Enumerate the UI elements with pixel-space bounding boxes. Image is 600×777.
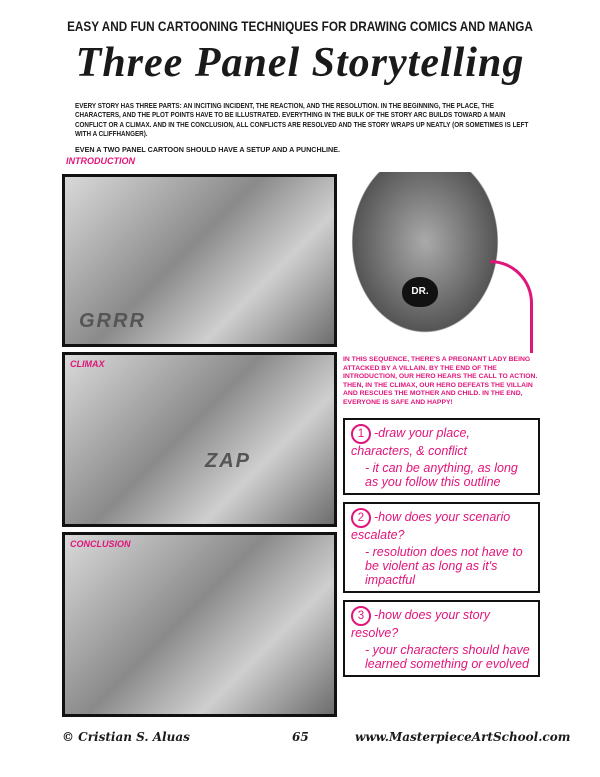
sfx-text: GRRR [79,310,146,332]
panel-introduction [62,174,337,347]
website-link: www.MasterpieceArtSchool.com [355,730,571,744]
note-line: -draw your place, characters, & conflict [351,425,470,458]
label-conclusion: CONCLUSION [70,539,131,549]
note-line: - it can be anything, as long as you follow this outline [365,460,518,489]
step-number: 2 [351,508,371,528]
notes-column [343,356,540,677]
kicker: EASY AND FUN CARTOONING TECHNIQUES FOR DRAWING COMICS AND MANGA [67,18,533,34]
step-number: 3 [351,606,371,626]
note-box-1 [343,418,540,495]
note-box-2 [343,502,540,593]
intro-paragraph: EVERY STORY HAS THREE PARTS: AN INCITING INCIDENT, THE REACTION, AND THE RESOLUTION. IN THE BEGINNING, THE PLACE, THE CHARACTERS, AND THE PLOT POINTS HAVE TO BE ILLUSTRATED. EVERYTHING IN THE BULK OF THE STORY ARC BUILDS TOWARD A MAIN CONFLICT OR A CLIMAX. AND IN THE CONCLUSION, ALL CONFLICTS ARE RESOLVED AND THE STORY WRAPS UP NEATLY (OR SOMETIMES IS LEFT WITH A CLIFFHANGER). [75,101,529,138]
arrow-icon [490,260,533,353]
sfx-text: ZAP [205,450,251,472]
note-line: -how does your scenario escalate? [351,509,511,542]
label-introduction: INTRODUCTION [66,156,135,166]
note-line: -how does your story resolve? [351,607,491,640]
intro-note: EVEN A TWO PANEL CARTOON SHOULD HAVE A SETUP AND A PUNCHLINE. [75,145,341,154]
copyright: © Cristian S. Aluas [62,730,190,744]
note-box-3 [343,600,540,677]
hero-illustration [340,172,510,347]
step-number: 1 [351,424,371,444]
label-climax: CLIMAX [70,359,105,369]
sequence-description: IN THIS SEQUENCE, THERE'S A PREGNANT LADY BEING ATTACKED BY A VILLAIN. BY THE END OF THE INTRODUCTION, OUR HERO HEARS THE CALL TO ACTION. THEN, IN THE CLIMAX, OUR HERO DEFEATS THE VILLAIN AND RESCUES THE MOTHER AND CHILD. IN THE END, EVERYONE IS SAFE AND HAPPY! [343,356,538,406]
page-title: Three Panel Storytelling [75,40,525,86]
hero-emblem: DR. [402,277,438,307]
panel-climax [62,352,337,527]
intro-section [66,101,535,167]
note-line: - resolution does not have to be violent as long as it's impactful [365,544,523,587]
note-line: - your characters should have learned something or evolved [365,642,530,671]
panel-conclusion [62,532,337,717]
page-number: 65 [292,730,309,744]
